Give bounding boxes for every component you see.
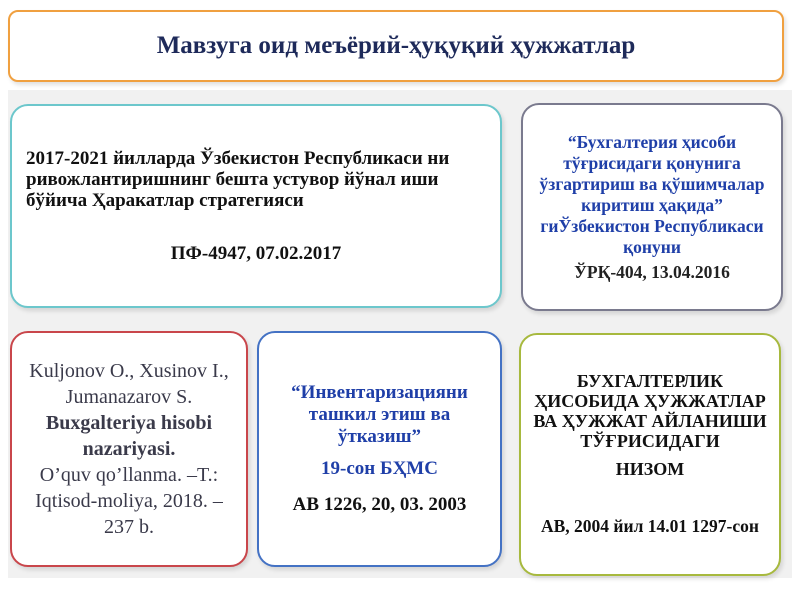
regulation-card [519, 333, 781, 576]
strategy-code: ПФ-4947, 07.02.2017 [170, 242, 342, 264]
strategy-text: 2017-2021 йилларда Ўзбекистон Республикаси ни ривожлантиришнинг бешта устувор йўнал иши бўйича Ҳаракатлар стратегияси [26, 147, 450, 211]
header-box [8, 10, 784, 82]
standard-text: “Инвентаризацияни ташкил этиш ва ўтказиш” [291, 382, 468, 447]
law-text: “Бухгалтерия ҳисоби тўғрисидаги қонунига ўзгартириш ва қўшимчалар киритиш ҳақида” гиЎзбекистон Республикаси қонуни [539, 131, 765, 257]
regulation-code: АВ, 2004 йил 14.01 1297-сон [541, 516, 759, 536]
textbook-authors: Kuljonov O., Xusinov I., Jumanazarov S. [29, 360, 229, 408]
law-code: ЎРҚ-404, 13.04.2016 [574, 261, 730, 282]
regulation-text: БУХГАЛТЕРЛИК ҲИСОБИДА ҲУЖЖАТЛАР ВА ҲУЖЖАТ АЙЛАНИШИ ТЎҒРИСИДАГИ [533, 371, 767, 451]
textbook-details: O’quv qo’llanma. –T.: Iqtisod-moliya, 2018. – 237 b. [35, 464, 223, 538]
page-title: Мавзуга оид меъёрий-ҳуқуқий ҳужжатлар [156, 32, 636, 59]
standard-registration: АВ 1226, 20, 03. 2003 [292, 494, 467, 515]
strategy-card [10, 104, 502, 308]
standard-number: 19-сон БҲМС [321, 458, 438, 479]
standard-card [257, 331, 502, 567]
textbook-title: Buxgalteriya hisobi nazariyasi. [45, 412, 213, 460]
regulation-name: НИЗОМ [615, 459, 685, 479]
textbook-card [10, 331, 248, 567]
law-card [521, 103, 783, 311]
